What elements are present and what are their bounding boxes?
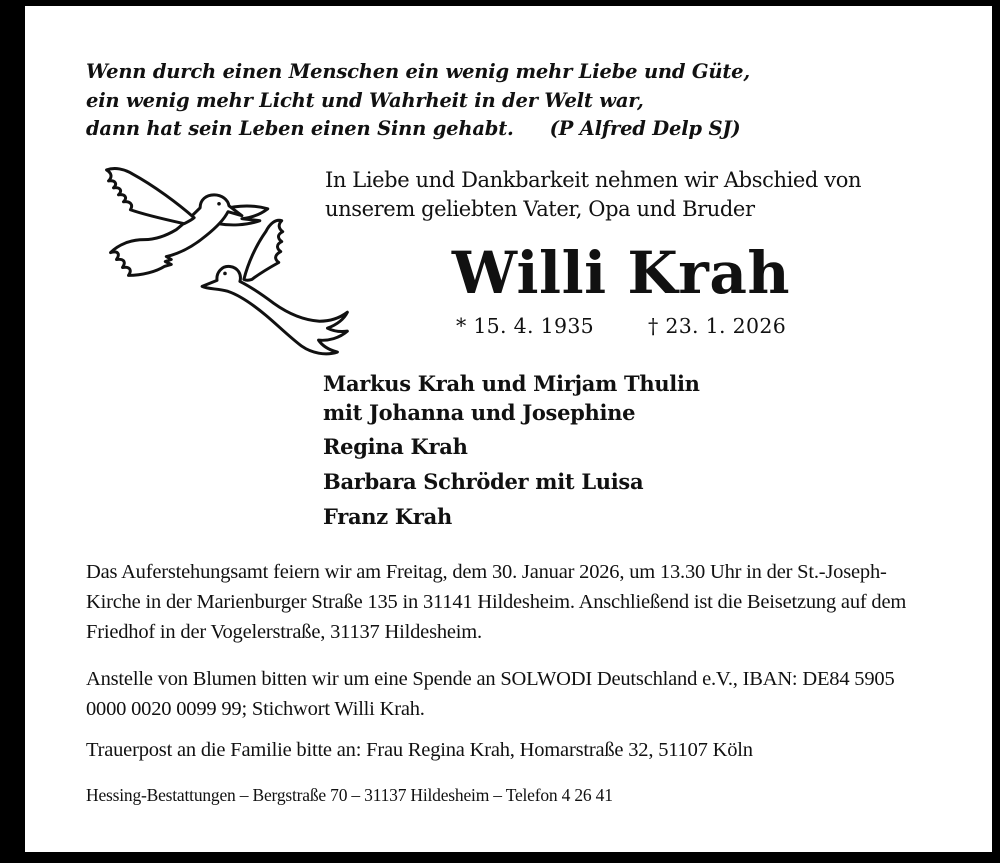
mourner-entry	[323, 502, 803, 531]
quote-attribution: (P Alfred Delp SJ)	[549, 117, 741, 140]
death-date: † 23. 1. 2026	[648, 314, 787, 338]
quote-line-3	[86, 115, 750, 144]
flying-doves-icon	[81, 160, 363, 364]
memorial-quote	[86, 58, 750, 144]
dove1-eye	[217, 202, 221, 206]
mourner-line: Regina Krah	[323, 434, 468, 459]
life-dates	[325, 314, 917, 338]
mourner-line: Markus Krah und Mirjam Thulin	[323, 371, 700, 396]
intro-text: In Liebe und Dankbarkeit nehmen wir Abschied von unserem geliebten Vater, Opa und Bruder	[325, 168, 862, 221]
quote-line-2: ein wenig mehr Licht und Wahrheit in der Welt war,	[86, 88, 644, 112]
condolence-address-line: Trauerpost an die Familie bitte an: Frau Regina Krah, Homarstraße 32, 51107 Köln	[86, 739, 753, 761]
mourner-entry	[323, 369, 803, 427]
deceased-name: Willi Krah	[451, 239, 791, 307]
dove1-raised-wing	[107, 169, 195, 224]
quote-line-1: Wenn durch einen Menschen ein wenig mehr Liebe und Güte,	[86, 60, 750, 83]
obituary-sheet	[25, 6, 992, 852]
mourner-entry	[323, 432, 803, 461]
birth-date: * 15. 4. 1935	[455, 314, 594, 338]
funeral-home-line: Hessing-Bestattungen – Bergstraße 70 – 31137 Hildesheim – Telefon 4 26 41	[86, 785, 613, 805]
dove2-raised-wing	[244, 220, 283, 280]
mourners-list	[323, 369, 803, 537]
mourner-line: Barbara Schröder mit Luisa	[323, 469, 644, 494]
dove2-eye	[223, 272, 227, 276]
mourner-entry	[323, 467, 803, 496]
donation-info-paragraph: Anstelle von Blumen bitten wir um eine Spende an SOLWODI Deutschland e.V., IBAN: DE84 5905 0000 0020 0099 99; Stichwort Willi Krah.	[86, 668, 895, 720]
service-info-paragraph: Das Auferstehungsamt feiern wir am Freitag, dem 30. Januar 2026, um 13.30 Uhr in der St.-Joseph-Kirche in der Marienburger Straße 135 in 31141 Hildesheim. Anschließend ist die Beisetzung auf dem Friedhof in der Vogelerstraße, 31137 Hildesheim.	[86, 561, 907, 643]
doves-illustration	[81, 160, 363, 364]
mourner-line: mit Johanna und Josephine	[323, 400, 636, 425]
mourner-line: Franz Krah	[323, 504, 452, 529]
quote-line-3-text: dann hat sein Leben einen Sinn gehabt.	[86, 117, 514, 140]
